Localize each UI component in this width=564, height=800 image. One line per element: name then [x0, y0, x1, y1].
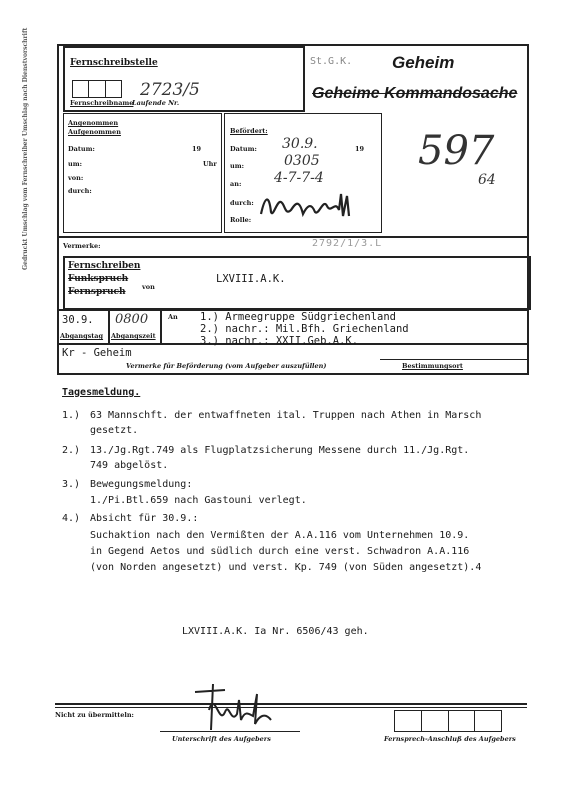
fernschreibname-label: Fernschreibname: [70, 99, 134, 107]
vermerke-top-line: [57, 236, 529, 238]
forwarded-an-label: an:: [230, 180, 242, 188]
item-1-line-1: 63 Mannschft. der entwaffneten ital. Truppen nach Athen in Marsch: [90, 410, 482, 421]
unterschrift-label: Unterschrift des Aufgebers: [172, 735, 271, 743]
befoerderung-note: Vermerke für Beförderung (vom Aufgeber auszufüllen): [126, 362, 327, 370]
received-datum-label: Datum:: [68, 145, 95, 153]
dispatch-time: 0800: [115, 312, 149, 327]
item-4-line-1: Absicht für 30.9.:: [90, 513, 199, 524]
nicht-zu-uebermitteln-label: Nicht zu übermitteln:: [55, 711, 134, 719]
laufende-nr-label: Laufende Nr.: [132, 99, 180, 107]
stamp-text: St.G.K.: [310, 56, 353, 67]
forwarded-datum-label: Datum:: [230, 145, 257, 153]
forwarded-um-value: 0305: [284, 153, 320, 169]
forwarded-year: 19: [355, 145, 365, 153]
item-3-num: 3.): [62, 479, 81, 490]
fernsprech-boxes: [394, 710, 502, 732]
dispatch-divider-2: [160, 309, 162, 344]
handwritten-sub: 64: [478, 172, 496, 188]
angenommen-label: Angenommen: [68, 119, 119, 127]
received-von-label: von:: [68, 174, 84, 182]
item-4-line-4: (von Norden angesetzt) und verst. Kp. 749 (von Süden angesetzt).4: [90, 562, 482, 573]
item-4-num: 4.): [62, 513, 81, 524]
item-2-num: 2.): [62, 445, 81, 456]
item-2-line-1: 13./Jg.Rgt.749 als Flugplatzsicherung Messene durch 11./Jg.Rgt.: [90, 445, 470, 456]
unterschrift-line: [160, 731, 300, 732]
received-durch-label: durch:: [68, 187, 92, 195]
fernschreibstelle-label: Fernschreibstelle: [70, 58, 158, 68]
frame-right-line: [527, 44, 529, 374]
recipient-3: 3.) nachr.: XXII.Geb.A.K.: [200, 335, 359, 347]
forwarded-rolle-label: Rolle:: [230, 216, 252, 224]
reference-number: LXVIII.A.K. Ia Nr. 6506/43 geh.: [182, 626, 369, 637]
forwarded-an-value: 4-7-7-4: [274, 170, 324, 186]
priority-value: Kr - Geheim: [62, 347, 132, 359]
bestimmungsort-line: [380, 359, 527, 360]
bestimmungsort-label: Bestimmungsort: [402, 362, 463, 370]
handwritten-number: 597: [418, 128, 495, 174]
geheime-kommandosache-label: Geheime Kommandosache: [312, 85, 518, 102]
vermerke-label: Vermerke:: [63, 242, 101, 250]
forwarded-um-label: um:: [230, 162, 245, 170]
befoerdert-label: Befördert:: [230, 127, 268, 135]
an-label: An: [168, 313, 178, 321]
footer-signature: [185, 680, 305, 736]
geheim-label: Geheim: [392, 53, 455, 72]
dispatch-divider-1: [108, 309, 110, 344]
recipient-1: 1.) Armeegruppe Südgriechenland: [200, 311, 396, 323]
side-margin-text: Gedruckt Umschlag vom Fernschreiber Umschlag nach Dienstvorschrift: [22, 27, 29, 270]
forwarded-durch-label: durch:: [230, 199, 254, 207]
item-1-line-2: gesetzt.: [90, 425, 139, 436]
abgangszeit-label: Abgangszeit: [111, 332, 156, 340]
received-uhr-label: Uhr: [203, 160, 217, 168]
item-3-line-1: Bewegungsmeldung:: [90, 479, 193, 490]
fernspruch-label: Fernspruch: [68, 287, 126, 297]
sender-value: LXVIII.A.K.: [216, 273, 286, 285]
abgangstag-label: Abgangstag: [60, 332, 104, 340]
frame-left-line: [57, 44, 59, 374]
fernschreiben-label: Fernschreiben: [68, 261, 141, 271]
fernschreibname-boxes: [72, 80, 122, 98]
fernsprech-label: Fernsprech-Anschluß des Aufgebers: [384, 735, 516, 743]
aufgenommen-label: Aufgenommen: [68, 128, 121, 136]
laufende-nr-value: 2723/5: [140, 80, 200, 100]
vermerke-stamp: 2792/1/3.L: [312, 238, 383, 249]
item-4-line-2: Suchaktion nach den Vermißten der A.A.116 vom Unternehmen 10.9.: [90, 530, 470, 541]
von-label: von: [142, 283, 155, 291]
body-title: Tagesmeldung.: [62, 387, 141, 398]
dispatch-bottom-line: [57, 373, 529, 375]
item-3-line-2: 1./Pi.Btl.659 nach Gastouni verlegt.: [90, 495, 307, 506]
dispatch-date: 30.9.: [62, 314, 94, 326]
funkspruch-label: Funkspruch: [68, 274, 129, 284]
recipient-2: 2.) nachr.: Mil.Bfh. Griechenland: [200, 323, 409, 335]
item-4-line-3: in Gegend Aetos und südlich durch eine verst. Schwadron A.A.116: [90, 546, 470, 557]
item-1-num: 1.): [62, 410, 81, 421]
received-um-label: um:: [68, 160, 83, 168]
item-2-line-2: 749 abgelöst.: [90, 460, 169, 471]
received-year: 19: [192, 145, 202, 153]
forwarded-datum-value: 30.9.: [282, 136, 318, 152]
forwarded-signature: [255, 188, 365, 224]
